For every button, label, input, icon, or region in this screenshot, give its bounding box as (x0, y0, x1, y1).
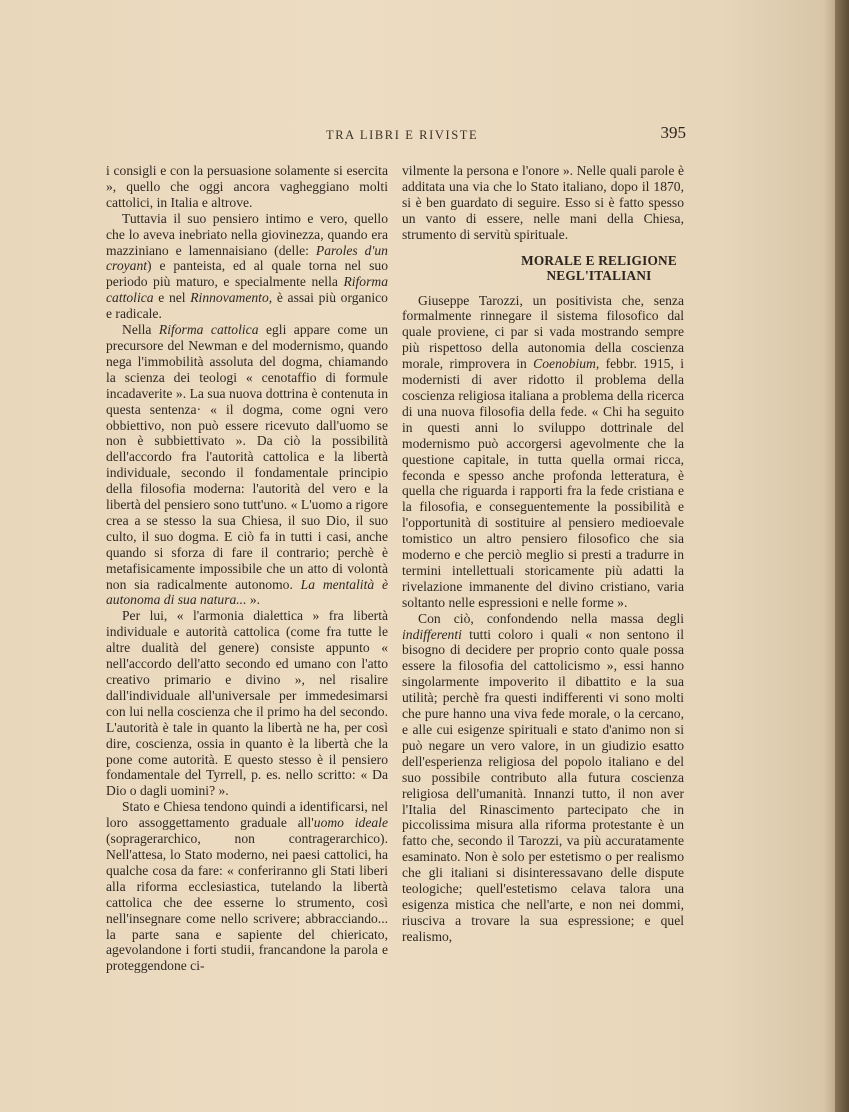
paragraph: Con ciò, confondendo nella massa degli indifferenti tutti coloro i quali « non sentono il bisogno di decidere per proprio conto quale possa essere la filosofia del cattolicismo », essi hanno singolarmente impoverito il dibattito e la sua utilità; perchè fra questi indifferenti vi sono molti che pure hanno una viva fede morale, o la cercano, e alle cui esigenze spirituali e stato d'animo non si può negare un vero valore, in un giudizio esatto dell'esperienza religiosa del popolo italiano e del suo possibile contributo alla futura coscienza religiosa dell'umanità. Innanzi tutto, il non aver l'Italia del Rinascimento partecipato che in piccolissima misura alla riforma protestante è un fatto che, secondo il Tarozzi, va più accuratamente esaminato. Non è solo per estetismo o per realismo che gli italiani si disinteressavano delle dispute teologiche; quell'estetismo celava talora una esigenza mistica che nell'arte, e non nei dommi, riusciva a trovare la sua espressione; e quel realismo, (402, 610, 684, 944)
paragraph: vilmente la persona e l'onore ». Nelle quali parole è additata una via che lo Stato italiano, dopo il 1870, si è ben guardato di seguire. Esso si è fatto spesso un vanto di essere, nelle mani della Chiesa, strumento di servitù spirituale. (402, 163, 684, 242)
left-column (106, 163, 388, 974)
paragraph: Giuseppe Tarozzi, un positivista che, senza formalmente rinnegare il sistema filosofico dal quale proviene, ci par si vada mostrando sempre più rispettoso della autonomia della coscienza morale, rimprovera in Coenobium, febbr. 1915, i modernisti di aver ridotto il problema della coscienza religiosa italiana a problema della ricerca di una nuova filosofia della fede. « Chi ha seguito in questi anni lo sviluppo dottrinale del modernismo può accorgersi agevolmente che la questione capitale, in tutta quella ormai ricca, feconda e spesso anche profonda letteratura, è quella che riguarda i rapporti fra la fede cristiana e la filosofia, e conseguentemente la possibilità e l'opportunità di sostituire al pensiero medioevale tomistico un altro pensiero filosofico che sia moderno e che perciò meglio si presti a tradurre in termini intellettuali storicamente più adatti la rivelazione immanente del divino cristiano, varia soltanto nelle espressioni e nelle forme ». (402, 292, 684, 610)
section-heading: MORALE E RELIGIONE NEGL'ITALIANI (521, 252, 677, 284)
paragraph: Per lui, « l'armonia dialettica » fra libertà individuale e autorità cattolica (come fra tutte le altre dualità del genere) consiste appunto « nell'accordo dell'atto secondo ed umano con l'atto creativo primario e divino », nel risalire dall'individuale all'universale per immedesimarsi con lui nella coscienza che il primo ha del secondo. L'autorità è tale in quanto la libertà ne ha, per così dire, coscienza, ossia in quanto è la libertà che la pone come autorità. E questo stesso è il pensiero fondamentale del Tyrrell, p. es. nello scritto: « Da Dio o dagli uomini? ». (106, 608, 388, 799)
paragraph: i consigli e con la persuasione solamente si esercita », quello che oggi ancora vagheggiano molti cattolici, in Italia e altrove. (106, 163, 388, 210)
right-column (402, 163, 684, 945)
paragraph: Stato e Chiesa tendono quindi a identificarsi, nel loro assoggettamento graduale all'uomo ideale (sopragerarchico, non contragerarchico). Nell'attesa, lo Stato moderno, nei paesi cattolici, ha qualche cosa da fare: « conferiranno gli Stati liberi alla riforma ecclesiastica, tutelando la libertà cattolica che dee esserne lo strumento, così nell'insegnare come nello scrivere; abbracciando... la parte sana e sapiente del chiericato, agevolandone i forti studii, francandone la parola e proteggendone ci- (106, 799, 388, 974)
paragraph: Tuttavia il suo pensiero intimo e vero, quello che lo aveva inebriato nella giovinezza, quando era mazziniano e lamennaisiano (delle: Paroles d'un croyant) e panteista, ed al quale torna nel suo periodo più maturo, e specialmente nella Riforma cattolica e nel Rinnovamento, è assai più organico e radicale. (106, 210, 388, 322)
paragraph: Nella Riforma cattolica egli appare come un precursore del Newman e del modernismo, quando nega l'immobilità assoluta del dogma, chiamando la scienza dei teologi « cenotaffio di formule incadaverite ». La sua nuova dottrina è contenuta in questa sentenza· « il dogma, come ogni vero obbiettivo, non può essere ricevuto dall'uomo se non è subbiettivato ». Da ciò la possibilità dell'accordo fra l'autorità cattolica e la libertà individuale, secondo il fondamentale principio della filosofia moderna: l'autorità del vero e la libertà del pensiero sono tutt'uno. « L'uomo a rigore crea a se stesso la sua Chiesa, il suo Dio, il suo culto, il suo dogma. E ciò fa in tutti i casi, anche quando si sforza di fare il contrario; perchè è metafisicamente impossibile che un atto di volontà non sia radicalmente autonomo. La mentalità è autonoma di sua natura... ». (106, 322, 388, 608)
page-edge-shadow (835, 0, 849, 1112)
page-number: 395 (660, 123, 686, 142)
page-header (106, 123, 686, 148)
running-title: TRA LIBRI E RIVISTE (326, 128, 479, 142)
